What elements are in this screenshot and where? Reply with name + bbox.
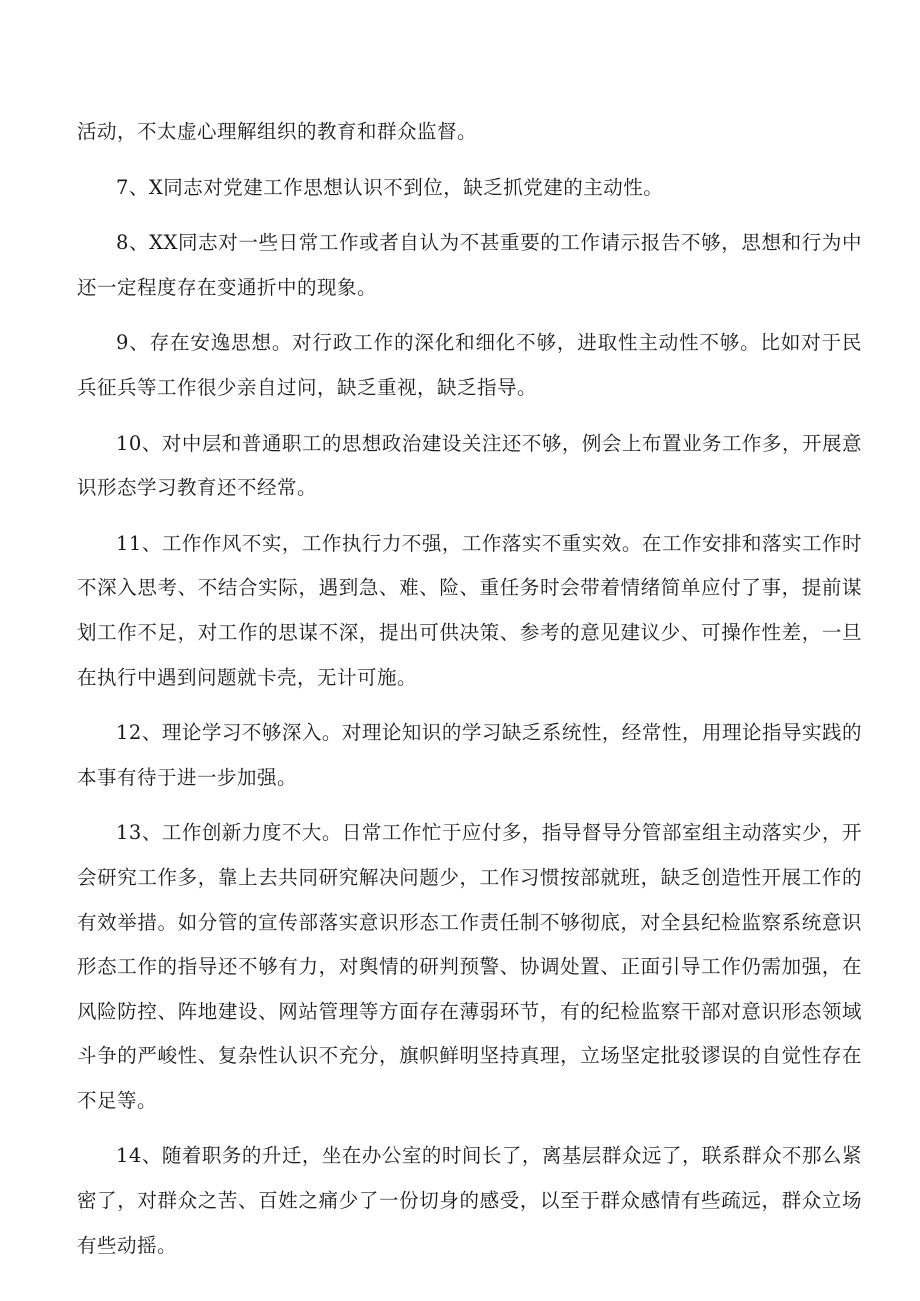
- paragraph-continuation: 活动，不太虚心理解组织的教育和群众监督。: [77, 120, 478, 143]
- paragraph-item-11: 11、工作作风不实，工作执行力不强，工作落实不重实效。在工作安排和落实工作时不深入思考、不结合实际，遇到急、难、险、重任务时会带着情绪简单应付了事，提前谋划工作不足，对工作的思谋不深，提出可供决策、参考的意见建议少、可操作性差，一旦在执行中遇到问题就卡壳，无计可施。: [77, 531, 862, 689]
- paragraph-item-14: 14、随着职务的升迁，坐在办公室的时间长了，离基层群众远了，联系群众不那么紧密了，对群众之苦、百姓之痛少了一份切身的感受，以至于群众感情有些疏远，群众立场有些动摇。: [77, 1144, 862, 1257]
- paragraph-item-7: 7、X同志对党建工作思想认识不到位，缺乏抓党建的主动性。: [116, 175, 664, 199]
- paragraph-item-10: 10、对中层和普通职工的思想政治建设关注还不够，例会上布置业务工作多，开展意识形态学习教育还不经常。: [77, 431, 862, 500]
- paragraph-item-8: 8、XX同志对一些日常工作或者自认为不甚重要的工作请示报告不够，思想和行为中还一定程度存在变通折中的现象。: [77, 231, 862, 299]
- paragraph-item-13: 13、工作创新力度不大。日常工作忙于应付多，指导督导分管部室组主动落实少，开会研究工作多，靠上去共同研究解决问题少，工作习惯按部就班，缺乏创造性开展工作的有效举措。如分管的宣传部落实意识形态工作责任制不够彻底，对全县纪检监察系统意识形态工作的指导还不够有力，对舆情的研判预警、协调处置、正面引导工作仍需加强，在风险防控、阵地建设、网站管理等方面存在薄弱环节，有的纪检监察干部对意识形态领域斗争的严峻性、复杂性认识不充分，旗帜鲜明坚持真理，立场坚定批驳谬误的自觉性存在不足等。: [77, 821, 862, 1112]
- paragraph-item-12: 12、理论学习不够深入。对理论知识的学习缺乏系统性，经常性，用理论指导实践的本事有待于进一步加强。: [77, 721, 862, 789]
- paragraph-item-9: 9、存在安逸思想。对行政工作的深化和细化不够，进取性主动性不够。比如对于民兵征兵等工作很少亲自过问，缺乏重视，缺乏指导。: [77, 331, 862, 399]
